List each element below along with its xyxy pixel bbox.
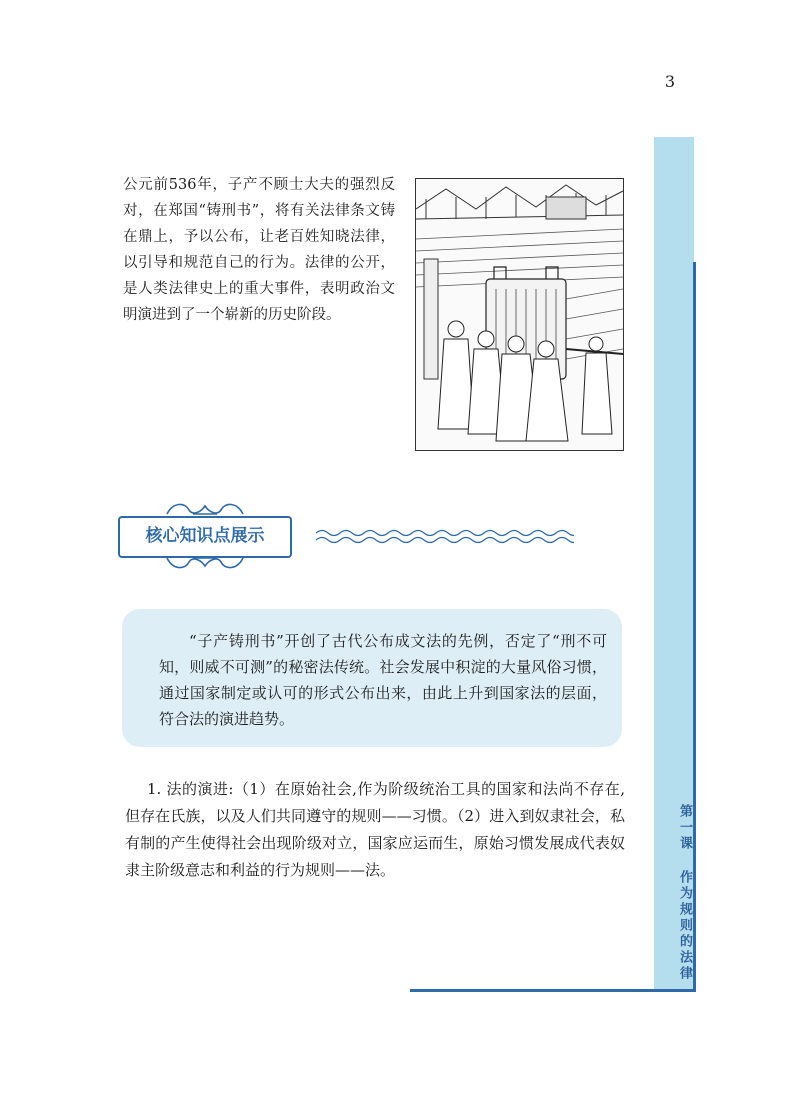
section-heading	[118, 500, 293, 572]
ding-illustration	[415, 178, 624, 451]
body-label: 1. 法的演进:	[147, 780, 234, 798]
wave-divider-icon	[316, 528, 574, 546]
flourish-top-icon	[163, 500, 247, 516]
side-tab-title: 作为规则的法律	[677, 870, 692, 982]
body-paragraph	[125, 776, 625, 884]
side-tab-lesson: 第一课	[677, 804, 692, 852]
flourish-bottom-icon	[163, 556, 247, 572]
page-number: 3	[664, 72, 676, 91]
heading-title: 核心知识点展示	[145, 526, 265, 546]
intro-paragraph: 公元前536年，子产不顾士大夫的强烈反对，在郑国“铸刑书”，将有关法律条文铸在鼎上，予以公布，让老百姓知晓法律，以引导和规范自己的行为。法律的公开，是人类法律史上的重大事件，表明政治文明演进到了一个崭新的历史阶段。	[123, 177, 395, 323]
callout-text-block	[159, 628, 607, 732]
side-tab	[654, 137, 694, 990]
bottom-rule	[410, 989, 696, 992]
callout-text: “子产铸刑书”开创了古代公布成文法的先例，否定了“刑不可知，则威不可测”的秘密法传统。社会发展中积淀的大量风俗习惯，通过国家制定或认可的形式公布出来，由此上升到国家法的层面，符合法的演进趋势。	[159, 632, 607, 728]
body-text: （1）在原始社会,作为阶级统治工具的国家和法尚不存在,但存在氏族，以及人们共同遵守的规则——习惯。（2）进入到奴隶社会，私有制的产生使得社会出现阶级对立，国家应运而生，原始习惯发展成代表奴隶主阶级意志和利益的行为规则——法。	[125, 780, 625, 879]
ancient-bronze-ding-woodcut-icon	[416, 179, 623, 450]
